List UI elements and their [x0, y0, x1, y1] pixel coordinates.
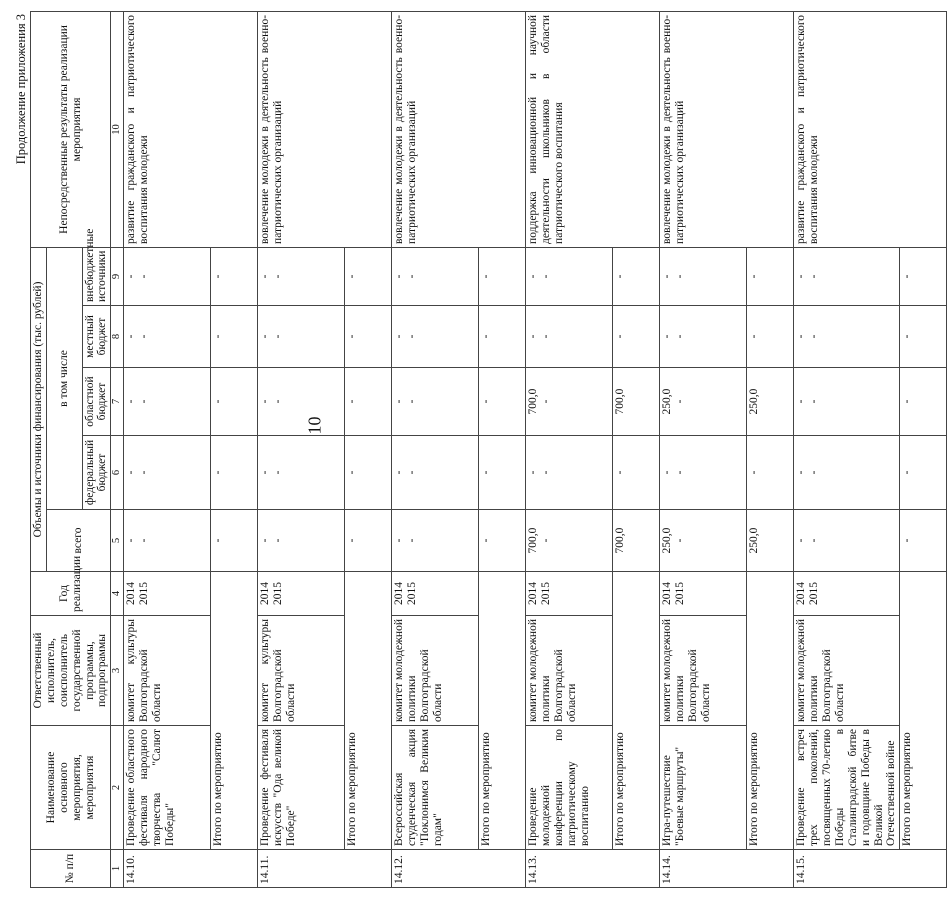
total-label: Итого по мероприятию: [211, 572, 258, 850]
row-number: 14.11.: [258, 850, 392, 888]
responsible-executor: комитет молодежной политики Волгоградской области: [392, 616, 479, 726]
value-2014: -: [661, 334, 674, 339]
value-2014: -: [393, 274, 406, 279]
value-2015: -: [272, 399, 285, 404]
offbudget-cell: [794, 247, 900, 305]
table-row: [258, 11, 345, 887]
sum-local: -: [747, 306, 794, 368]
header-offbudget: внебюджетные источники: [82, 247, 111, 305]
row-number: 14.14.: [660, 850, 794, 888]
value-2014: -: [125, 274, 138, 279]
sum-offbudget: -: [900, 247, 947, 305]
col-number: 2: [111, 726, 124, 850]
col-number: 8: [111, 306, 124, 368]
table-row: [392, 11, 479, 887]
page-number: 10: [304, 416, 325, 435]
local-cell: [124, 306, 211, 368]
value-2014: -: [125, 470, 138, 475]
total-label: Итого по мероприятию: [900, 572, 947, 850]
federal-cell: [794, 436, 900, 510]
row-number: 14.15.: [794, 850, 947, 888]
federal-cell: [526, 436, 613, 510]
header-results: Непосредственные результаты реализации мероприятия: [31, 11, 111, 247]
result-cell: развитие гражданского и патриотического воспитания молодежи: [794, 11, 947, 247]
activity-name: Проведение встреч трех поколений, посвященных 70-летию Победы в Сталинградской битве и годовщине Победы в Великой Отечественной войне: [794, 726, 900, 850]
sum-regional: 700,0: [613, 368, 660, 436]
value-2014: 250,0: [661, 527, 674, 554]
header-regional: областной бюджет: [82, 368, 111, 436]
total-label: Итого по мероприятию: [479, 572, 526, 850]
value-2014: 2014: [259, 582, 272, 605]
regional-cell: [124, 368, 211, 436]
offbudget-cell: [526, 247, 613, 305]
sum-offbudget: -: [211, 247, 258, 305]
value-2015: -: [406, 538, 419, 543]
total-label: Итого по мероприятию: [747, 572, 794, 850]
local-cell: [526, 306, 613, 368]
years-cell: [794, 572, 900, 616]
regional-cell: [660, 368, 747, 436]
sum-offbudget: -: [613, 247, 660, 305]
responsible-executor: комитет культуры Волгоградской области: [258, 616, 345, 726]
value-2015: 2015: [138, 582, 151, 605]
value-2014: -: [259, 334, 272, 339]
total-cell: [794, 510, 900, 572]
offbudget-cell: [392, 247, 479, 305]
value-2014: 700,0: [527, 388, 540, 415]
value-2015: -: [406, 399, 419, 404]
value-2014: -: [527, 470, 540, 475]
header-local: местный бюджет: [82, 306, 111, 368]
value-2015: -: [138, 538, 151, 543]
row-number: 14.12.: [392, 850, 526, 888]
value-2014: -: [393, 470, 406, 475]
total-cell: [258, 510, 345, 572]
column-numbers-row: [111, 11, 124, 887]
value-2015: 2015: [406, 582, 419, 605]
sum-total: 250,0: [747, 510, 794, 572]
value-2014: -: [795, 470, 808, 475]
value-2014: -: [125, 334, 138, 339]
result-cell: вовлечение молодежи в деятельность военно-патриотических организаций: [392, 11, 526, 247]
value-2014: -: [795, 538, 808, 543]
sum-federal: -: [900, 436, 947, 510]
col-number: 10: [111, 11, 124, 247]
years-cell: [392, 572, 479, 616]
sum-regional: -: [479, 368, 526, 436]
years-cell: [526, 572, 613, 616]
value-2014: -: [795, 399, 808, 404]
sum-federal: -: [613, 436, 660, 510]
result-cell: развитие гражданского и патриотического воспитания молодежи: [124, 11, 258, 247]
value-2015: -: [808, 538, 821, 543]
sum-regional: -: [211, 368, 258, 436]
col-number: 5: [111, 510, 124, 572]
appendix-caption: Продолжение приложения 3: [14, 14, 28, 165]
value-2014: -: [259, 538, 272, 543]
value-2014: 2014: [795, 582, 808, 605]
row-number: 14.13.: [526, 850, 660, 888]
responsible-executor: комитет молодежной политики Волгоградской области: [794, 616, 900, 726]
total-cell: [392, 510, 479, 572]
value-2015: -: [808, 274, 821, 279]
value-2015: -: [540, 538, 553, 543]
sum-federal: -: [479, 436, 526, 510]
value-2015: -: [138, 274, 151, 279]
value-2015: -: [540, 399, 553, 404]
col-number: 4: [111, 572, 124, 616]
value-2015: -: [674, 274, 687, 279]
value-2014: -: [393, 399, 406, 404]
local-cell: [660, 306, 747, 368]
responsible-executor: комитет культуры Волгоградской области: [124, 616, 211, 726]
value-2015: -: [674, 334, 687, 339]
value-2015: -: [808, 334, 821, 339]
years-cell: [258, 572, 345, 616]
regional-cell: [392, 368, 479, 436]
table-row: [660, 11, 747, 887]
value-2015: -: [406, 274, 419, 279]
header-year: Год реализации: [31, 572, 111, 616]
value-2015: -: [674, 538, 687, 543]
table-row: [794, 11, 900, 887]
sum-local: -: [345, 306, 392, 368]
federal-cell: [258, 436, 345, 510]
table-row: [526, 11, 613, 887]
header-name: Наименование основного мероприятия, мероприятия: [31, 726, 111, 850]
value-2014: -: [661, 470, 674, 475]
regional-cell: [526, 368, 613, 436]
program-activities-table: [30, 11, 947, 888]
col-number: 9: [111, 247, 124, 305]
value-2015: -: [540, 274, 553, 279]
value-2015: -: [808, 399, 821, 404]
value-2015: 2015: [674, 582, 687, 605]
activity-name: Всероссийская студенческая акция "Поклонимся Великим годам": [392, 726, 479, 850]
total-cell: [660, 510, 747, 572]
sum-federal: -: [747, 436, 794, 510]
value-2015: -: [138, 334, 151, 339]
activity-name: Проведение молодежной конференции по патриотическому воспитанию: [526, 726, 613, 850]
value-2014: -: [259, 470, 272, 475]
sum-federal: -: [345, 436, 392, 510]
rotated-page-content: [12, 12, 914, 888]
value-2014: -: [795, 274, 808, 279]
local-cell: [794, 306, 900, 368]
result-cell: вовлечение молодежи в деятельность военно-патриотических организаций: [258, 11, 392, 247]
value-2015: 2015: [540, 582, 553, 605]
sum-offbudget: -: [747, 247, 794, 305]
sum-total: -: [479, 510, 526, 572]
sum-federal: -: [211, 436, 258, 510]
value-2014: -: [259, 274, 272, 279]
value-2014: -: [661, 274, 674, 279]
header-total: всего: [46, 510, 110, 572]
federal-cell: [660, 436, 747, 510]
sum-offbudget: -: [345, 247, 392, 305]
value-2015: -: [406, 334, 419, 339]
local-cell: [392, 306, 479, 368]
value-2014: 2014: [125, 582, 138, 605]
years-cell: [660, 572, 747, 616]
total-label: Итого по мероприятию: [613, 572, 660, 850]
col-number: 6: [111, 436, 124, 510]
sum-regional: -: [345, 368, 392, 436]
table-row: [124, 11, 211, 887]
col-number: 7: [111, 368, 124, 436]
value-2015: -: [540, 334, 553, 339]
table-body: [124, 11, 947, 887]
sum-total: 700,0: [613, 510, 660, 572]
value-2015: -: [138, 399, 151, 404]
offbudget-cell: [124, 247, 211, 305]
sum-local: -: [613, 306, 660, 368]
activity-name: Проведение фестиваля искусств "Ода великой Победе": [258, 726, 345, 850]
value-2014: -: [527, 334, 540, 339]
value-2015: -: [272, 538, 285, 543]
value-2015: -: [272, 334, 285, 339]
sum-total: -: [900, 510, 947, 572]
sum-regional: -: [900, 368, 947, 436]
result-cell: вовлечение молодежи в деятельность военно-патриотических организаций: [660, 11, 794, 247]
value-2014: 2014: [393, 582, 406, 605]
responsible-executor: комитет молодежной политики Волгоградской области: [660, 616, 747, 726]
local-cell: [258, 306, 345, 368]
header-federal: федеральный бюджет: [82, 436, 111, 510]
value-2015: -: [540, 470, 553, 475]
years-cell: [124, 572, 211, 616]
offbudget-cell: [258, 247, 345, 305]
header-funding: Объемы и источники финансирования (тыс. рублей): [31, 247, 47, 571]
activity-name: Игра-путешествие "Боевые маршруты": [660, 726, 747, 850]
value-2014: -: [393, 334, 406, 339]
value-2015: -: [674, 470, 687, 475]
federal-cell: [124, 436, 211, 510]
value-2015: -: [406, 470, 419, 475]
value-2014: -: [125, 538, 138, 543]
total-cell: [124, 510, 211, 572]
sum-offbudget: -: [479, 247, 526, 305]
value-2015: -: [272, 470, 285, 475]
total-cell: [526, 510, 613, 572]
row-number: 14.10.: [124, 850, 258, 888]
value-2014: -: [125, 399, 138, 404]
value-2014: -: [527, 274, 540, 279]
regional-cell: [258, 368, 345, 436]
sum-local: -: [211, 306, 258, 368]
activity-name: Проведение областного фестиваля народного творчества "Салют Победы": [124, 726, 211, 850]
col-number: 3: [111, 616, 124, 726]
header-responsible: Ответственный исполнитель, соисполнитель государственной программы, подпрограммы: [31, 616, 111, 726]
sum-local: -: [900, 306, 947, 368]
offbudget-cell: [660, 247, 747, 305]
regional-cell: [794, 368, 900, 436]
federal-cell: [392, 436, 479, 510]
value-2015: 2015: [808, 582, 821, 605]
value-2014: 700,0: [527, 527, 540, 554]
header-including: в том числе: [46, 247, 82, 509]
sum-total: -: [211, 510, 258, 572]
header-num: № п/п: [31, 850, 111, 888]
value-2015: -: [138, 470, 151, 475]
sum-total: -: [345, 510, 392, 572]
value-2015: -: [674, 399, 687, 404]
value-2014: -: [393, 538, 406, 543]
value-2014: 2014: [661, 582, 674, 605]
value-2014: -: [795, 334, 808, 339]
value-2015: -: [808, 470, 821, 475]
value-2015: -: [272, 274, 285, 279]
value-2014: -: [259, 399, 272, 404]
col-number: 1: [111, 850, 124, 888]
total-label: Итого по мероприятию: [345, 572, 392, 850]
result-cell: поддержка инновационной и научной деятельности школьников в области патриотического воспитания: [526, 11, 660, 247]
value-2015: 2015: [272, 582, 285, 605]
sum-local: -: [479, 306, 526, 368]
responsible-executor: комитет молодежной политики Волгоградской области: [526, 616, 613, 726]
value-2014: 2014: [527, 582, 540, 605]
value-2014: 250,0: [661, 388, 674, 415]
sum-regional: 250,0: [747, 368, 794, 436]
